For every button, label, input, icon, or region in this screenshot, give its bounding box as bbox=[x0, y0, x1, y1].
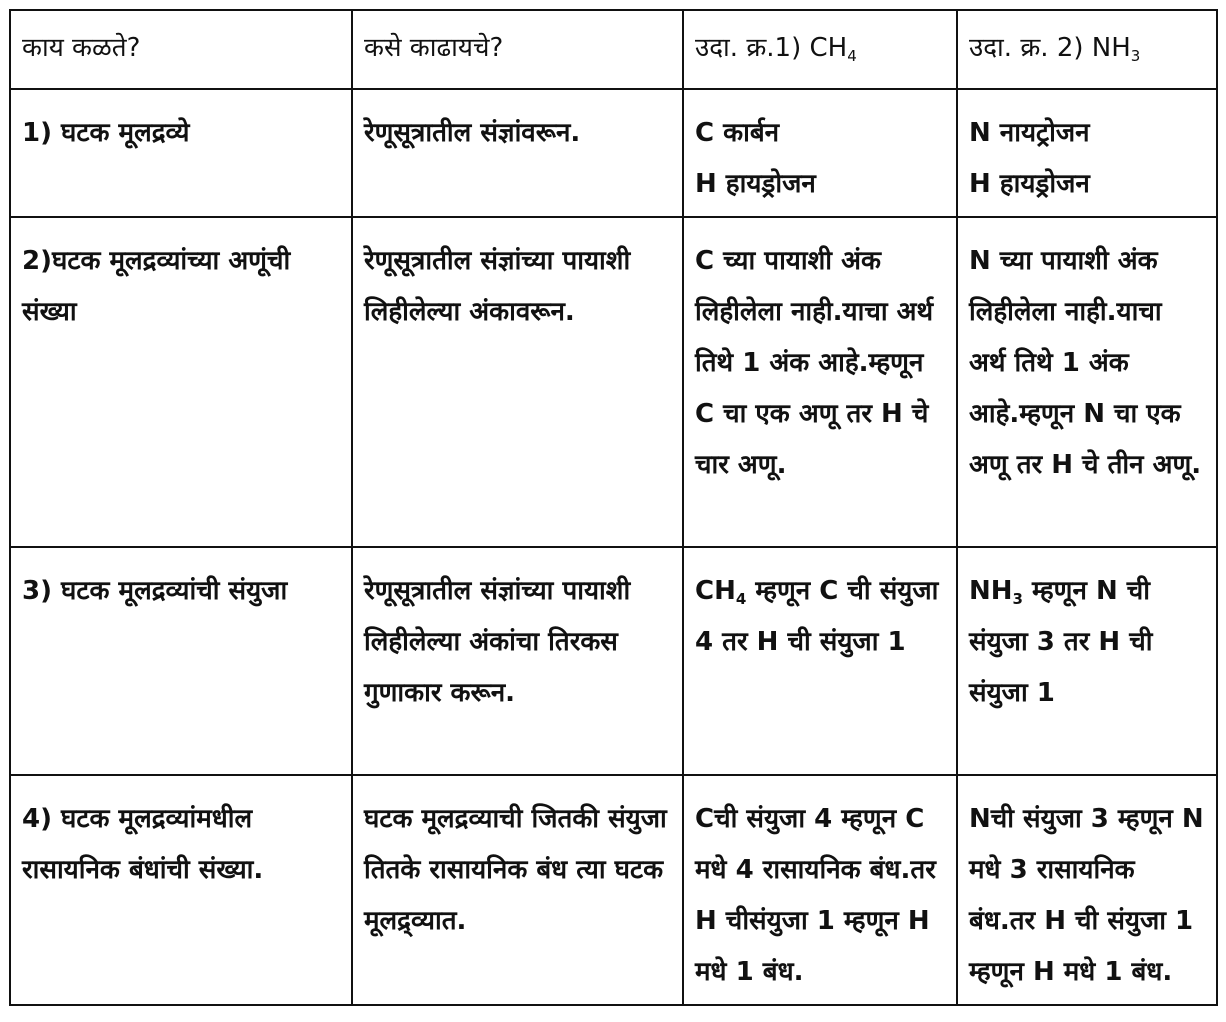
example-1-cell bbox=[683, 89, 957, 217]
how-cell: घटक मूलद्रव्याची जितकी संयुजा तितके रासायनिक बंध त्या घटक मूलद्र्व्यात. bbox=[352, 775, 683, 1005]
example-line: N नायट्रोजन bbox=[969, 118, 1090, 148]
how-cell: रेणूसूत्रातील संज्ञांच्या पायाशी लिहीलेल्या अंकावरून. bbox=[352, 217, 683, 547]
table-row bbox=[10, 217, 1217, 547]
table-row bbox=[10, 547, 1217, 775]
example-2-cell: Nची संयुजा 3 म्हणून N मधे 3 रासायनिक बंध.तर H ची संयुजा 1 म्हणून H मधे 1 बंध. bbox=[957, 775, 1217, 1005]
what-cell: 2)घटक मूलद्रव्यांच्या अणूंची संख्या bbox=[10, 217, 352, 547]
header-cell: उदा. क्र. 2) $NH_3$ bbox=[957, 10, 1217, 89]
header-cell: कसे काढायचे? bbox=[352, 10, 683, 89]
example-2-cell bbox=[957, 89, 1217, 217]
header-cell: उदा. क्र.1) $CH_4$ bbox=[683, 10, 957, 89]
example-line: H हायड्रोजन bbox=[695, 169, 816, 199]
example-2-cell: N च्या पायाशी अंक लिहीलेला नाही.याचा अर्थ तिथे 1 अंक आहे.म्हणून N चा एक अणू तर H चे तीन अणू. bbox=[957, 217, 1217, 547]
example-2-cell: $NH_3$ म्हणून N ची संयुजा 3 तर H ची संयुजा 1 bbox=[957, 547, 1217, 775]
what-cell: 3) घटक मूलद्रव्यांची संयुजा bbox=[10, 547, 352, 775]
what-cell: 1) घटक मूलद्रव्ये bbox=[10, 89, 352, 217]
example-line: C कार्बन bbox=[695, 118, 780, 148]
chemistry-table bbox=[9, 9, 1218, 1006]
example-1-cell: Cची संयुजा 4 म्हणून C मधे 4 रासायनिक बंध.तर H चीसंयुजा 1 म्हणून H मधे 1 बंध. bbox=[683, 775, 957, 1005]
example-1-cell: C च्या पायाशी अंक लिहीलेला नाही.याचा अर्थ तिथे 1 अंक आहे.म्हणून C चा एक अणू तर H चे चार अणू. bbox=[683, 217, 957, 547]
table-row bbox=[10, 775, 1217, 1005]
example-line: H हायड्रोजन bbox=[969, 169, 1090, 199]
how-cell: रेणूसूत्रातील संज्ञांवरून. bbox=[352, 89, 683, 217]
how-cell: रेणूसूत्रातील संज्ञांच्या पायाशी लिहीलेल्या अंकांचा तिरकस गुणाकार करून. bbox=[352, 547, 683, 775]
header-row bbox=[10, 10, 1217, 89]
table-row bbox=[10, 89, 1217, 217]
header-cell: काय कळते? bbox=[10, 10, 352, 89]
what-cell: 4) घटक मूलद्रव्यांमधील रासायनिक बंधांची संख्या. bbox=[10, 775, 352, 1005]
document-page bbox=[9, 9, 1216, 1001]
example-1-cell: $CH_4$ म्हणून C ची संयुजा 4 तर H ची संयुजा 1 bbox=[683, 547, 957, 775]
